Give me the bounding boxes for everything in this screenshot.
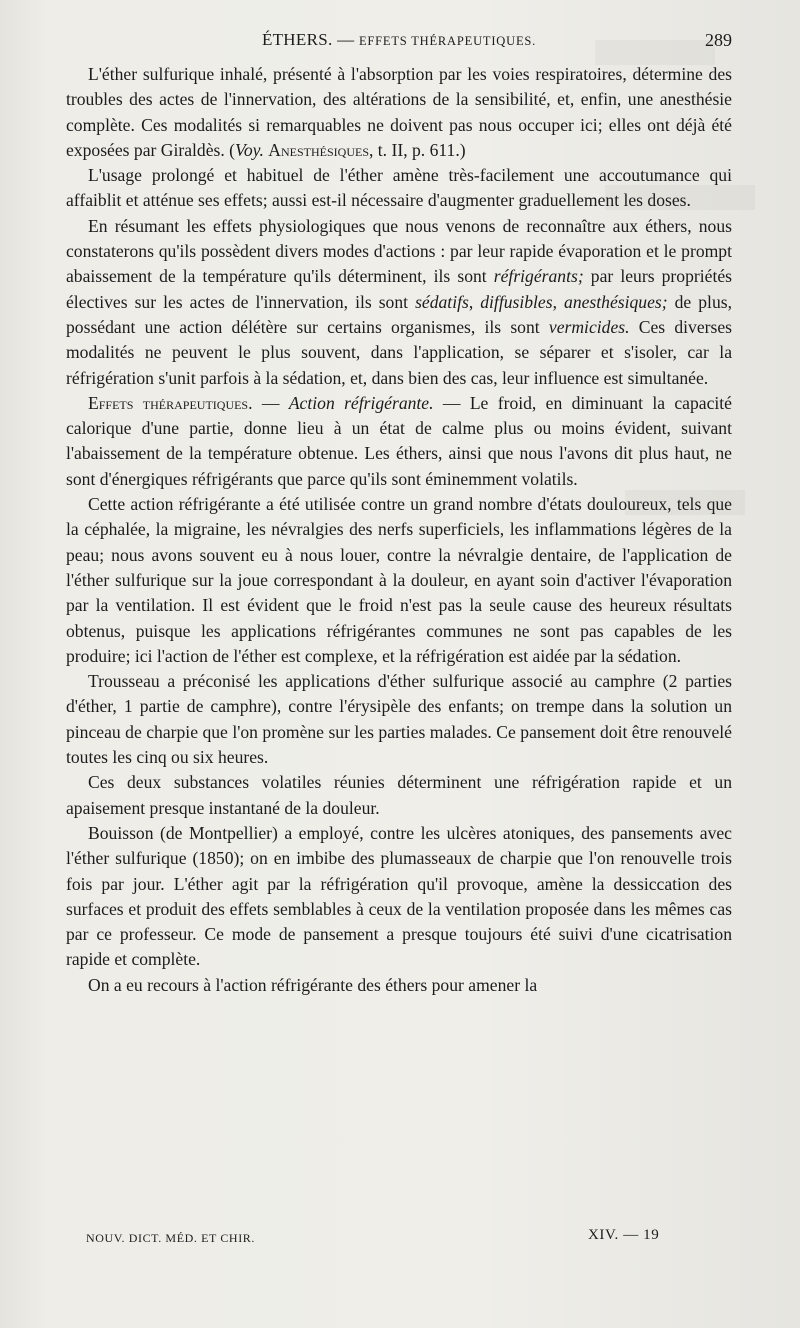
header-title: ÉTHERS.: [261, 30, 333, 49]
paragraph-p7: [66, 770, 732, 821]
text-run: Trousseau a préconisé les applications d'éther sulfurique associé au camphre (2 parties d'éther, 1 partie de camphre), contre l'érysipèle des enfants; on trempe dans la solution un pinceau de charpie que l'on promène sur les parties malades. Ce pansement doit être renouvelé toutes les cinq ou six heures.: [66, 671, 732, 768]
italic-text: vermicides.: [548, 316, 630, 337]
text-run: Ces diverses modalités ne peuvent le plus souvent, dans l'application, se séparer et s'isoler, car la réfrigération s'unit parfois à la sédation, et, dans bien des cas, leur influence est simultanée.: [66, 316, 733, 388]
running-title: [66, 30, 732, 50]
text-run: En résumant les effets physiologiques que nous venons de reconnaître aux éthers, nous constaterons qu'ils possèdent divers modes d'actions : par leur rapide évaporation et le prompt abaissement de la température qu'ils déterminent, ils sont: [66, 215, 732, 287]
paragraph-p3: [66, 214, 732, 391]
text-run: ,: [468, 291, 481, 312]
paragraph-p4: [66, 391, 732, 492]
running-header: [66, 30, 732, 56]
italic-text: Action réfrigérante.: [288, 392, 434, 413]
text-run: L'éther sulfurique inhalé, présenté à l'absorption par les voies respiratoires, détermine des troubles des actes de l'innervation, des altérations de la sensibilité, et, enfin, une anesthésie complète. Ces modalités si remarquables ne doivent pas nous occuper ici; elles ont déjà été exposées par Giraldès. (: [66, 64, 732, 160]
italic-text: réfrigérants;: [493, 266, 584, 287]
text-run: Ces deux substances volatiles réunies déterminent une réfrigération rapide et un apaisement presque instantané de la douleur.: [66, 772, 732, 818]
paragraph-p6: [66, 669, 732, 770]
italic-text: anesthésiques;: [564, 291, 668, 312]
text-run: par leurs propriétés électives sur les actes de l'innervation, ils sont: [66, 266, 732, 312]
paragraph-p5: [66, 492, 732, 669]
paragraph-p1: [66, 62, 732, 163]
text-run: Cette action réfrigérante a été utilisée contre un grand nombre d'états douloureux, tels que la céphalée, la migraine, les névralgies des nerfs superficiels, les inflammations légères de la peau; nous avons souvent eu à nous louer, contre la névralgie dentaire, de l'application de l'éther sulfurique sur la joue correspondant à la douleur, en ayant soin d'activer l'évaporation par la ventilation. Il est évident que le froid n'est pas la seule cause des heureux résultats obtenus, puisque les applications réfrigérantes communes ne sont pas capables de les produire; ici l'action de l'éther est complexe, et la réfrigération est aidée par la sédation.: [66, 494, 732, 666]
text-run: ,: [552, 291, 565, 312]
text-run: On a eu recours à l'action réfrigérante des éthers pour amener la: [88, 974, 538, 995]
paragraph-p8: [66, 821, 732, 973]
small-caps-text: Anesthésiques: [268, 139, 369, 160]
header-subtitle: EFFETS THÉRAPEUTIQUES.: [358, 34, 537, 48]
small-caps-text: Effets thérapeutiques.: [88, 392, 253, 413]
text-run: de plus, possédant une action délétère sur certains organismes, ils sont: [66, 291, 732, 337]
text-run: L'usage prolongé et habituel de l'éther amène très-facilement une accoutumance qui affaiblit et atténue ses effets; aussi est-il nécessaire d'augmenter graduellement les doses.: [66, 165, 732, 211]
text-run: , t. II, p. 611.): [369, 139, 466, 160]
italic-text: diffusibles: [480, 291, 553, 312]
body-text: [66, 62, 732, 998]
italic-text: sédatifs: [415, 291, 469, 312]
text-run: —: [252, 392, 289, 413]
italic-text: Voy.: [235, 139, 264, 160]
printer-signature: NOUV. DICT. MÉD. ET CHIR.: [86, 1231, 256, 1245]
sheet-folio: XIV. — 19: [588, 1227, 660, 1243]
header-dash: —: [337, 30, 355, 49]
text-run: Bouisson (de Montpellier) a employé, contre les ulcères atoniques, des pansements avec l'éther sulfurique (1850); on en imbibe des plumasseaux de charpie que l'on renouvelle trois fois par jour. L'éther agit par la réfrigération qu'il provoque, amène la dessiccation des surfaces et produit des effets semblables à ceux de la ventilation proposée dans les mêmes cas par ce professeur. Ce mode de pansement a presque toujours été suivi d'une cicatrisation rapide et complète.: [66, 822, 732, 970]
paragraph-p9: [66, 973, 732, 998]
page-footer: [86, 1227, 686, 1249]
paragraph-p2: [66, 163, 732, 214]
page-number: 289: [705, 30, 732, 50]
text-run: — Le froid, en diminuant la capacité calorique d'une partie, donne lieu à un état de calme plus ou moins évident, suivant l'abaissement de la température obtenue. Les éthers, ainsi que nous l'avons dit plus haut, ne sont d'énergiques réfrigérants que parce qu'ils sont éminemment volatils.: [66, 392, 732, 489]
